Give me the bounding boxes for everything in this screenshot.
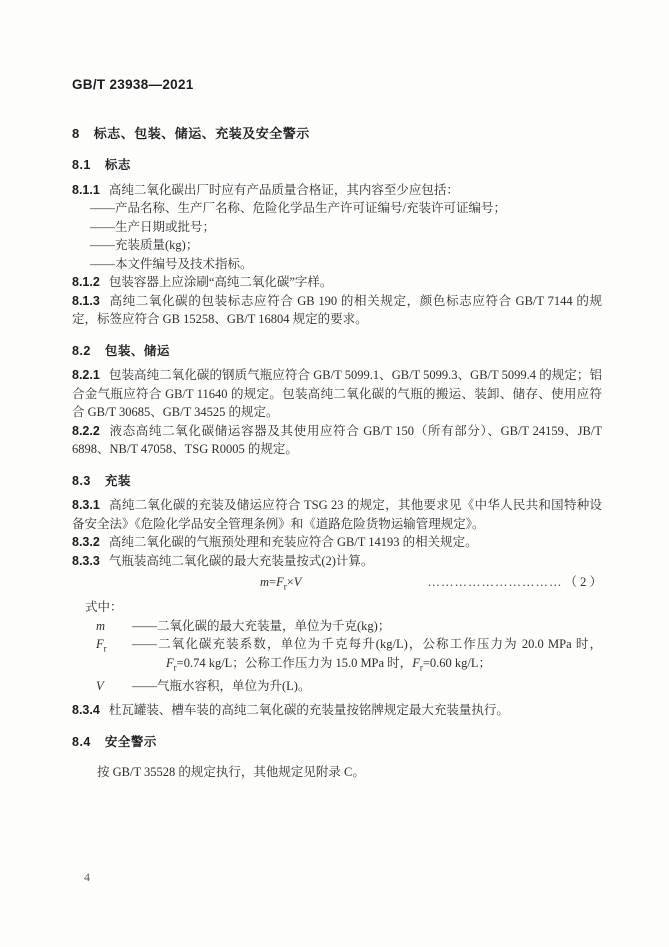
clause-8-2-1 (72, 366, 602, 422)
where-label: 式中： (85, 600, 123, 614)
clause-8-3-1 (72, 496, 602, 533)
list-item: ——生产日期或批号； (90, 219, 216, 234)
clause-8-3-2 (72, 533, 602, 552)
clause-8-1-1 (72, 181, 602, 200)
clause-number: 8.2.2 (72, 423, 100, 438)
section-8-1-heading (72, 156, 602, 175)
definition-V (72, 677, 602, 696)
section-title: 安全警示 (104, 734, 157, 749)
clause-text: 包装容器上应涂刷“高纯二氧化碳”字样。 (108, 275, 333, 289)
section-title: 包装、储运 (104, 343, 170, 358)
equals-sign: = (269, 575, 277, 589)
clause-text: 液态高纯二氧化碳储运容器及其使用应符合 GB/T 150（所有部分）、GB/T 24159、JB/T 6898、NB/T 47058、TSG R0005 的规定。 (72, 423, 602, 456)
var-F-subscript: r (283, 581, 287, 592)
clause-8-3-3 (72, 552, 602, 571)
clause-8-1-2 (72, 273, 602, 292)
section-number: 8.4 (72, 734, 91, 749)
section-title: 标志 (104, 158, 131, 172)
clause-text: 杜瓦罐装、槽车装的高纯二氧化碳的充装量按铭牌规定最大充装量执行。 (108, 703, 509, 717)
clause-8-2-2 (72, 422, 602, 459)
clause-number: 8.1.1 (72, 182, 100, 197)
certificate-content-list (72, 199, 602, 273)
clause-text: 气瓶装高纯二氧化碳的最大充装量按式(2)计算。 (108, 553, 374, 568)
definition-term: V (96, 678, 104, 693)
clause-text: 高纯二氧化碳的充装及储运应符合 TSG 23 的规定，其他要求见《中华人民共和国特种设备安全法》《危险化学品安全管理条例》和《道路危险货物运输管理规定》。 (72, 498, 602, 531)
clause-text: 包装高纯二氧化碳的钢质气瓶应符合 GB/T 5099.1、GB/T 5099.3、GB/T 5099.4 的规定；铝合金气瓶应符合 GB/T 11640 的规定。包装高纯二氧化碳的气瓶的搬运、装卸、储存、使用应符合 GB/T 30685、GB/T 34525 的规定。 (72, 368, 602, 419)
clause-number: 8.1.2 (72, 275, 100, 289)
var-m: m (260, 575, 270, 589)
section-number: 8.3 (72, 473, 91, 488)
section-title: 充装 (104, 473, 131, 488)
clause-number: 8.1.3 (72, 293, 100, 308)
section-8-2-heading (72, 342, 602, 361)
section-number: 8.1 (72, 158, 91, 172)
list-item: ——充装质量(kg)； (90, 238, 199, 252)
definition-term: $F_r$ (96, 637, 107, 654)
formula-2 (72, 573, 602, 595)
definition-text: ——二氧化碳充装系数，单位为千克每升(kg/L)，公称工作压力为 20.0 MPa 时，$F_r=0.74$ kg/L；公称工作压力为 15.0 MPa 时，$F_r=0.60$ kg/L； (132, 637, 602, 672)
leader-dots: ………………………… (427, 575, 563, 589)
clause-number: 8.2.1 (72, 368, 100, 382)
section-8-4-heading (72, 733, 602, 752)
section-8-heading (72, 125, 602, 144)
equation-number: （ 2 ） (564, 575, 602, 589)
page-content (72, 76, 602, 782)
list-item: ——产品名称、生产厂名称、危险化学品生产许可证编号/充装许可证编号； (90, 201, 506, 215)
definition-text: ——气瓶水容积，单位为升(L)。 (132, 678, 311, 693)
times-sign: × (286, 575, 294, 589)
definition-m (72, 617, 602, 636)
clause-number: 8.3.3 (72, 553, 100, 568)
clause-number: 8.3.4 (72, 703, 100, 717)
section-number: 8.2 (72, 343, 91, 358)
section-title: 标志、包装、储运、充装及安全警示 (93, 125, 310, 141)
page-number: 4 (84, 870, 90, 884)
paragraph-8-4: 按 GB/T 35528 的规定执行，其他规定见附录 C。 (97, 765, 365, 779)
clause-number: 8.3.1 (72, 498, 100, 512)
clause-text: 高纯二氧化碳的气瓶预处理和充装应符合 GB/T 14193 的相关规定。 (108, 535, 478, 549)
definition-term: m (96, 618, 106, 633)
section-8-3-heading (72, 472, 602, 491)
definition-F (72, 635, 602, 677)
clause-8-3-4 (72, 701, 602, 720)
clause-8-1-3 (72, 292, 602, 329)
definition-dash: —— (132, 618, 157, 633)
var-F: F (276, 575, 284, 589)
clause-number: 8.3.2 (72, 535, 100, 549)
standard-number-header: GB/T 23938—2021 (72, 77, 194, 92)
clause-text: 高纯二氧化碳出厂时应有产品质量合格证，其内容至少应包括： (108, 182, 459, 197)
list-item: ——本文件编号及技术指标。 (90, 256, 253, 271)
section-number: 8 (72, 125, 80, 141)
definition-dash: —— (132, 637, 157, 651)
definition-dash: —— (132, 678, 157, 693)
formula-leader (427, 573, 602, 592)
formula-expression (260, 573, 301, 596)
var-V: V (293, 575, 302, 589)
definition-text: ——二氧化碳的最大充装量，单位为千克(kg)； (132, 618, 391, 633)
clause-text: 高纯二氧化碳的包装标志应符合 GB 190 的相关规定，颜色标志应符合 GB/T 7144 的规定，标签应符合 GB 15258、GB/T 16804 规定的要求。 (72, 293, 602, 326)
